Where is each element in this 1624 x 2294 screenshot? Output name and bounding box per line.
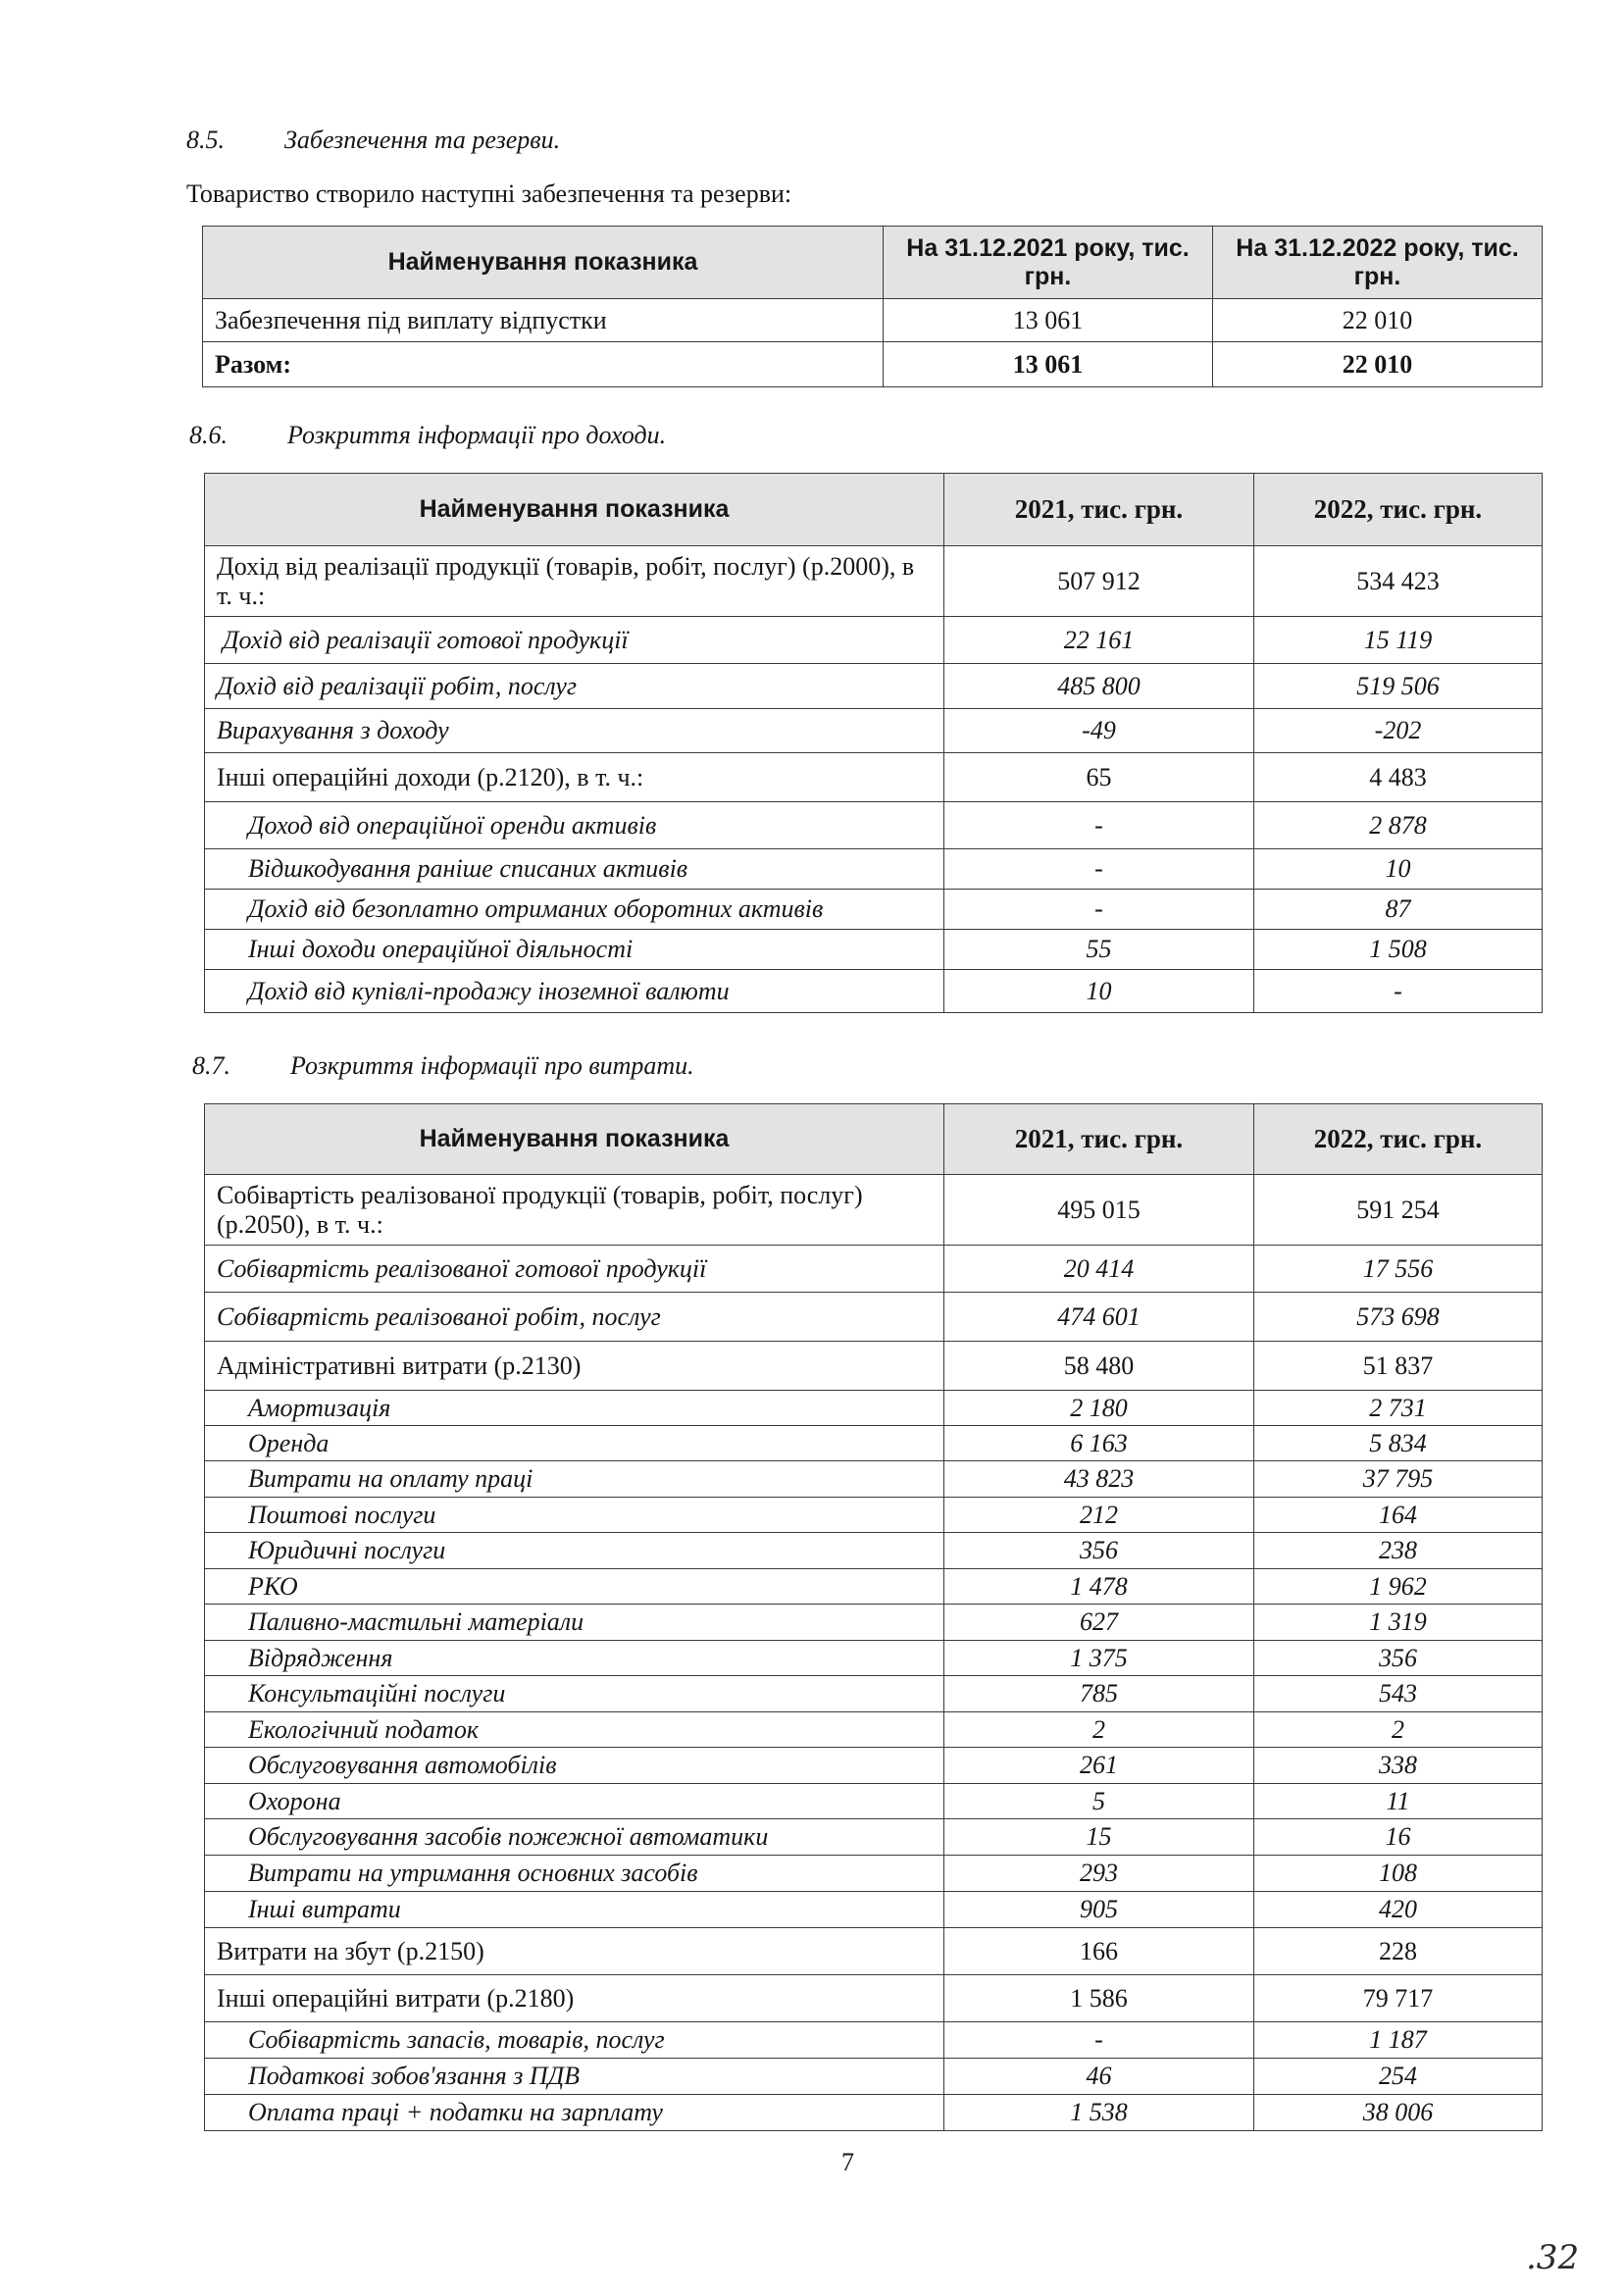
value-2022: 38 006 <box>1254 2095 1543 2131</box>
value-2021: 2 <box>944 1712 1254 1748</box>
value-2022: 5 834 <box>1254 1426 1543 1461</box>
value-2022: 356 <box>1254 1641 1543 1676</box>
row-name: Інші доходи операційної діяльності <box>205 930 944 970</box>
value-2022: 591 254 <box>1254 1175 1543 1246</box>
value-2021: - <box>944 2022 1254 2059</box>
row-name: Охорона <box>205 1784 944 1819</box>
value-2021: 785 <box>944 1676 1254 1712</box>
value-2021: 58 480 <box>944 1342 1254 1391</box>
table-header-row <box>203 227 1543 299</box>
value-2022: 1 187 <box>1254 2022 1543 2059</box>
table-row <box>205 1856 1543 1892</box>
section-8-5-intro: Товариство створило наступні забезпечення та резерви: <box>186 179 792 208</box>
value-2021: 65 <box>944 753 1254 802</box>
table-row <box>205 1426 1543 1461</box>
row-name: Собівартість запасів, товарів, послуг <box>205 2022 944 2059</box>
value-2021: 55 <box>944 930 1254 970</box>
value-2022: 10 <box>1254 849 1543 890</box>
table-row <box>205 890 1543 930</box>
value-2021: 1 375 <box>944 1641 1254 1676</box>
value-2021: 20 414 <box>944 1246 1254 1293</box>
value-2021: 293 <box>944 1856 1254 1892</box>
column-header-name: Найменування показника <box>205 474 944 546</box>
value-2022: -202 <box>1254 709 1543 753</box>
value-2022: - <box>1254 970 1543 1013</box>
row-name: Доход від операційної оренди активів <box>205 802 944 849</box>
value-2022: 1 508 <box>1254 930 1543 970</box>
row-name: Дохід від безоплатно отриманих оборотних активів <box>205 890 944 930</box>
row-name: Юридичні послуги <box>205 1533 944 1569</box>
row-name: Паливно-мастильні матеріали <box>205 1605 944 1641</box>
value-2022: 1 962 <box>1254 1569 1543 1605</box>
row-name: Витрати на оплату праці <box>205 1461 944 1498</box>
value-2021: - <box>944 890 1254 930</box>
row-name: Дохід від реалізації продукції (товарів, робіт, послуг) (р.2000), в т. ч.: <box>205 546 944 617</box>
value-2022: 573 698 <box>1254 1293 1543 1342</box>
row-name: Інші операційні витрати (р.2180) <box>205 1975 944 2022</box>
value-2022: 254 <box>1254 2059 1543 2095</box>
value-2021: 46 <box>944 2059 1254 2095</box>
value-2021: 1 478 <box>944 1569 1254 1605</box>
value-2021: 485 800 <box>944 664 1254 709</box>
section-title: Розкриття інформації про витрати. <box>290 1051 694 1080</box>
row-name: РКО <box>205 1569 944 1605</box>
column-header-2022: На 31.12.2022 року, тис. грн. <box>1213 227 1543 299</box>
row-name: Разом: <box>203 342 884 387</box>
value-2022: 16 <box>1254 1819 1543 1856</box>
value-2021: 10 <box>944 970 1254 1013</box>
value-2021: 212 <box>944 1498 1254 1533</box>
value-2021: 474 601 <box>944 1293 1254 1342</box>
value-2022: 1 319 <box>1254 1605 1543 1641</box>
row-name: Витрати на утримання основних засобів <box>205 1856 944 1892</box>
row-name: Собівартість реалізованої продукції (товарів, робіт, послуг) (р.2050), в т. ч.: <box>205 1175 944 1246</box>
section-title: Розкриття інформації про доходи. <box>287 421 667 449</box>
column-header-2022: 2022, тис. грн. <box>1254 1104 1543 1175</box>
table-row <box>205 1175 1543 1246</box>
row-name: Забезпечення під виплату відпустки <box>203 299 884 342</box>
value-2022: 17 556 <box>1254 1246 1543 1293</box>
row-name: Амортизація <box>205 1391 944 1426</box>
handwritten-page-number: .32 <box>1526 2238 1580 2277</box>
table-row <box>205 970 1543 1013</box>
row-name: Екологічний податок <box>205 1712 944 1748</box>
table-header-row <box>205 1104 1543 1175</box>
value-2021: 1 538 <box>944 2095 1254 2131</box>
table-row <box>205 1975 1543 2022</box>
table-row <box>205 1293 1543 1342</box>
row-name: Обслуговування засобів пожежної автоматики <box>205 1819 944 1856</box>
row-name: Консультаційні послуги <box>205 1676 944 1712</box>
value-2022: 2 <box>1254 1712 1543 1748</box>
total-row <box>203 342 1543 387</box>
row-name: Дохід від купівлі-продажу іноземної валюти <box>205 970 944 1013</box>
column-header-name: Найменування показника <box>203 227 884 299</box>
row-name: Вирахування з доходу <box>205 709 944 753</box>
value-2022: 519 506 <box>1254 664 1543 709</box>
row-name: Податкові зобов'язання з ПДВ <box>205 2059 944 2095</box>
value-2021: 627 <box>944 1605 1254 1641</box>
column-header-2022: 2022, тис. грн. <box>1254 474 1543 546</box>
table-row <box>205 664 1543 709</box>
section-number: 8.5. <box>186 126 225 154</box>
table-row <box>205 753 1543 802</box>
row-name: Собівартість реалізованої готової продукції <box>205 1246 944 1293</box>
value-2022: 2 731 <box>1254 1391 1543 1426</box>
section-8-6-heading <box>189 421 666 450</box>
value-2022: 87 <box>1254 890 1543 930</box>
table-row <box>205 1641 1543 1676</box>
value-2021: 261 <box>944 1748 1254 1784</box>
value-2021: 507 912 <box>944 546 1254 617</box>
row-name: Обслуговування автомобілів <box>205 1748 944 1784</box>
table-row <box>205 709 1543 753</box>
value-2021: 6 163 <box>944 1426 1254 1461</box>
value-2022: 338 <box>1254 1748 1543 1784</box>
value-2021: 2 180 <box>944 1391 1254 1426</box>
value-2022: 108 <box>1254 1856 1543 1892</box>
value-2021: 495 015 <box>944 1175 1254 1246</box>
page-number: 7 <box>841 2148 854 2176</box>
table-row <box>205 2022 1543 2059</box>
table-row <box>205 1342 1543 1391</box>
row-name: Адміністративні витрати (р.2130) <box>205 1342 944 1391</box>
column-header-name: Найменування показника <box>205 1104 944 1175</box>
value-2021: 22 161 <box>944 617 1254 664</box>
row-name: Витрати на збут (р.2150) <box>205 1928 944 1975</box>
row-name: Інші операційні доходи (р.2120), в т. ч.: <box>205 753 944 802</box>
value-2021: 43 823 <box>944 1461 1254 1498</box>
table-row <box>205 1569 1543 1605</box>
row-name: Дохід від реалізації робіт, послуг <box>205 664 944 709</box>
value-2022: 164 <box>1254 1498 1543 1533</box>
value-2022: 534 423 <box>1254 546 1543 617</box>
row-name: Собівартість реалізованої робіт, послуг <box>205 1293 944 1342</box>
table-row <box>205 1712 1543 1748</box>
column-header-2021: На 31.12.2021 року, тис. грн. <box>884 227 1213 299</box>
value-2021: 166 <box>944 1928 1254 1975</box>
table-row <box>205 1928 1543 1975</box>
row-name: Поштові послуги <box>205 1498 944 1533</box>
section-8-7-heading <box>192 1051 694 1081</box>
row-name: Інші витрати <box>205 1892 944 1928</box>
value-2021: 356 <box>944 1533 1254 1569</box>
value-2022: 11 <box>1254 1784 1543 1819</box>
value-2022: 2 878 <box>1254 802 1543 849</box>
table-row <box>205 2095 1543 2131</box>
section-number: 8.7. <box>192 1051 230 1080</box>
value-2022: 543 <box>1254 1676 1543 1712</box>
row-name: Оплата праці + податки на зарплату <box>205 2095 944 2131</box>
value-2022: 37 795 <box>1254 1461 1543 1498</box>
table-row <box>205 1676 1543 1712</box>
value-2022: 79 717 <box>1254 1975 1543 2022</box>
table-row <box>205 2059 1543 2095</box>
section-title: Забезпечення та резерви. <box>284 126 561 154</box>
value-2021: 905 <box>944 1892 1254 1928</box>
value-2021: 1 586 <box>944 1975 1254 2022</box>
table-row <box>205 1498 1543 1533</box>
expenses-table <box>204 1103 1543 2131</box>
value-2021: 5 <box>944 1784 1254 1819</box>
row-name: Відшкодування раніше списаних активів <box>205 849 944 890</box>
value-2022: 51 837 <box>1254 1342 1543 1391</box>
section-8-5-heading <box>186 126 560 155</box>
value-2021: -49 <box>944 709 1254 753</box>
table-row <box>205 1892 1543 1928</box>
value-2022: 420 <box>1254 1892 1543 1928</box>
value-2021: 15 <box>944 1819 1254 1856</box>
row-name: Дохід від реалізації готової продукції <box>205 617 944 664</box>
table-row <box>205 930 1543 970</box>
row-name: Оренда <box>205 1426 944 1461</box>
provisions-table <box>202 226 1543 387</box>
column-header-2021: 2021, тис. грн. <box>944 474 1254 546</box>
table-header-row <box>205 474 1543 546</box>
table-row <box>205 1533 1543 1569</box>
value-2021: - <box>944 849 1254 890</box>
table-row <box>205 1246 1543 1293</box>
table-row <box>205 1784 1543 1819</box>
value-2022: 22 010 <box>1213 342 1543 387</box>
table-row <box>205 1461 1543 1498</box>
value-2022: 4 483 <box>1254 753 1543 802</box>
table-row <box>205 617 1543 664</box>
table-row <box>205 1605 1543 1641</box>
row-name: Відрядження <box>205 1641 944 1676</box>
income-table <box>204 473 1543 1013</box>
table-row <box>205 1819 1543 1856</box>
value-2021: - <box>944 802 1254 849</box>
table-row <box>205 1748 1543 1784</box>
value-2022: 22 010 <box>1213 299 1543 342</box>
value-2021: 13 061 <box>884 299 1213 342</box>
table-row <box>205 802 1543 849</box>
table-row <box>205 849 1543 890</box>
value-2022: 238 <box>1254 1533 1543 1569</box>
value-2022: 228 <box>1254 1928 1543 1975</box>
value-2021: 13 061 <box>884 342 1213 387</box>
column-header-2021: 2021, тис. грн. <box>944 1104 1254 1175</box>
section-number: 8.6. <box>189 421 228 449</box>
value-2022: 15 119 <box>1254 617 1543 664</box>
table-row <box>203 299 1543 342</box>
table-row <box>205 546 1543 617</box>
table-row <box>205 1391 1543 1426</box>
